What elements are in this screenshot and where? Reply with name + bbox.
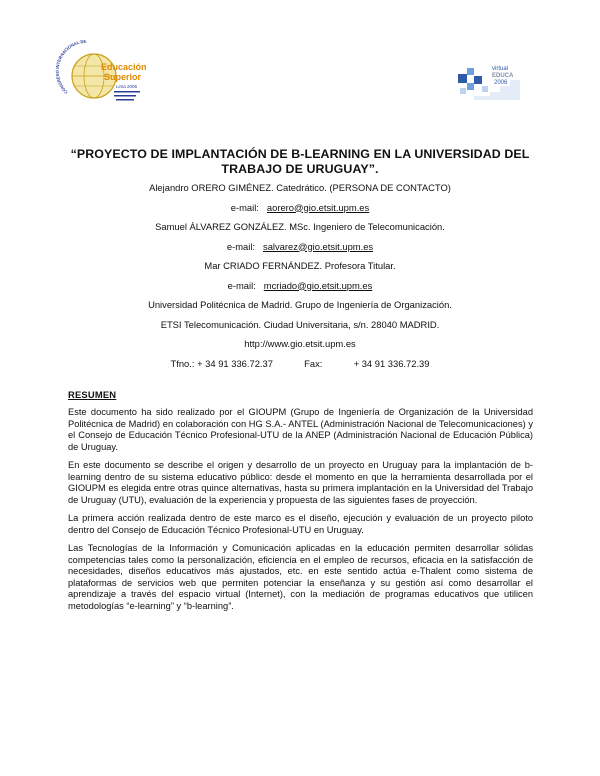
paper-title (70, 147, 530, 177)
fax-label: Fax: (304, 357, 323, 369)
affiliation-university: Universidad Politécnica de Madrid. Grupo de Ingeniería de Organización. (148, 299, 452, 310)
email-label: e-mail: (226, 240, 256, 252)
logo-year-text: 2006 (494, 80, 508, 86)
logo-virtual-text: virtual (492, 66, 509, 72)
author-1-email-line (40, 203, 560, 212)
logo-arc-text: CONGRESO INTERNACIONAL DE (54, 40, 87, 95)
author-1-name: Alejandro ORERO GIMÉNEZ. Catedrático. (PERSONA DE CONTACTO) (149, 182, 451, 193)
author-3-name: Mar CRIADO FERNÁNDEZ. Profesora Titular. (204, 260, 396, 271)
resumen-heading: RESUMEN (68, 389, 117, 400)
phone-label: Tfno.: (170, 357, 195, 369)
author-1-email-link[interactable]: aorero@gio.etsit.upm.es (266, 201, 370, 213)
phone-number: + 34 91 336.72.37 (197, 357, 273, 369)
resumen-body (68, 407, 533, 619)
logo-subtitle: Lima 2006 (116, 84, 138, 89)
fax-number: + 34 91 336.72.39 (353, 357, 430, 369)
affiliation-address: ETSI Telecomunicación. Ciudad Universitaria, s/n. 28040 MADRID. (160, 318, 440, 330)
logo-title-line2: Superior (104, 72, 142, 82)
affiliation-website: http://www.gio.etsit.upm.es (244, 338, 356, 349)
title-line-1: “PROYECTO DE IMPLANTACIÓN DE B-LEARNING EN LA UNIVERSIDAD DEL (70, 147, 530, 161)
author-3-email-line (40, 281, 560, 290)
author-3-email-link[interactable]: mcriado@gio.etsit.upm.es (263, 279, 373, 291)
resumen-paragraph-2: En este documento se describe el origen y desarrollo de un proyecto en Uruguay para la implantación de b-learning dentro de su sistema educativo público: desde el momento en que la herramienta desarrollada por el GIOUPM es elegida entre otras quince alternativas, hasta su primera implantación en la Universidad del Trabajo de Uruguay (UTU), evaluación de la experiencia y propuesta de las siguientes fases de proyección. (68, 460, 533, 505)
resumen-paragraph-1: Este documento ha sido realizado por el GIOUPM (Grupo de Ingeniería de Organización de la Universidad Politécnica de Madrid) en colaboración con HG S.A.- ANTEL (Administración Nacional de Telecomunicaciones) y el Consejo de Educación Técnico Profesional-UTU de la ANEP (Administración Nacional de Educación Pública) de Uruguay. (68, 407, 533, 452)
logo-title-line1: Educación (101, 62, 147, 72)
author-2-email-link[interactable]: salvarez@gio.etsit.upm.es (263, 240, 374, 252)
logo-educa-text: EDUCA (492, 73, 514, 79)
congress-logo (54, 40, 166, 110)
email-label: e-mail: (230, 201, 259, 213)
resumen-paragraph-3: La primera acción realizada dentro de este marco es el diseño, ejecución y evaluación de un proyecto piloto dentro del Consejo de Educación Técnico Profesional-UTU en Uruguay. (68, 513, 533, 535)
title-line-2: TRABAJO DE URUGUAY”. (221, 162, 379, 176)
virtual-educa-logo (456, 60, 520, 102)
author-2-email-line (40, 242, 560, 251)
email-label: e-mail: (227, 279, 256, 291)
contact-phone-fax (40, 359, 560, 368)
resumen-paragraph-4: Las Tecnologías de la Información y Comunicación aplicadas en la educación permiten desarrollar sólidas competencias tales como la personalización, eficiencia en el empleo de recursos, eficacia en la satisfacción de necesidades, diseños educativos más ajustados, etc. en este sentido actúa e-Thalent como sistema de plataformas de servicios web que permiten potenciar la enseñanza y su gestión así como desarrollar el aprendizaje a través del espacio virtual (Internet), con la mediación de programas educativos que utilicen metodologías “e-learning” y “b-learning”. (68, 543, 533, 611)
author-2-name: Samuel ÁLVAREZ GONZÁLEZ. MSc. Ingeniero de Telecomunicación. (155, 221, 445, 232)
author-block (40, 183, 560, 378)
